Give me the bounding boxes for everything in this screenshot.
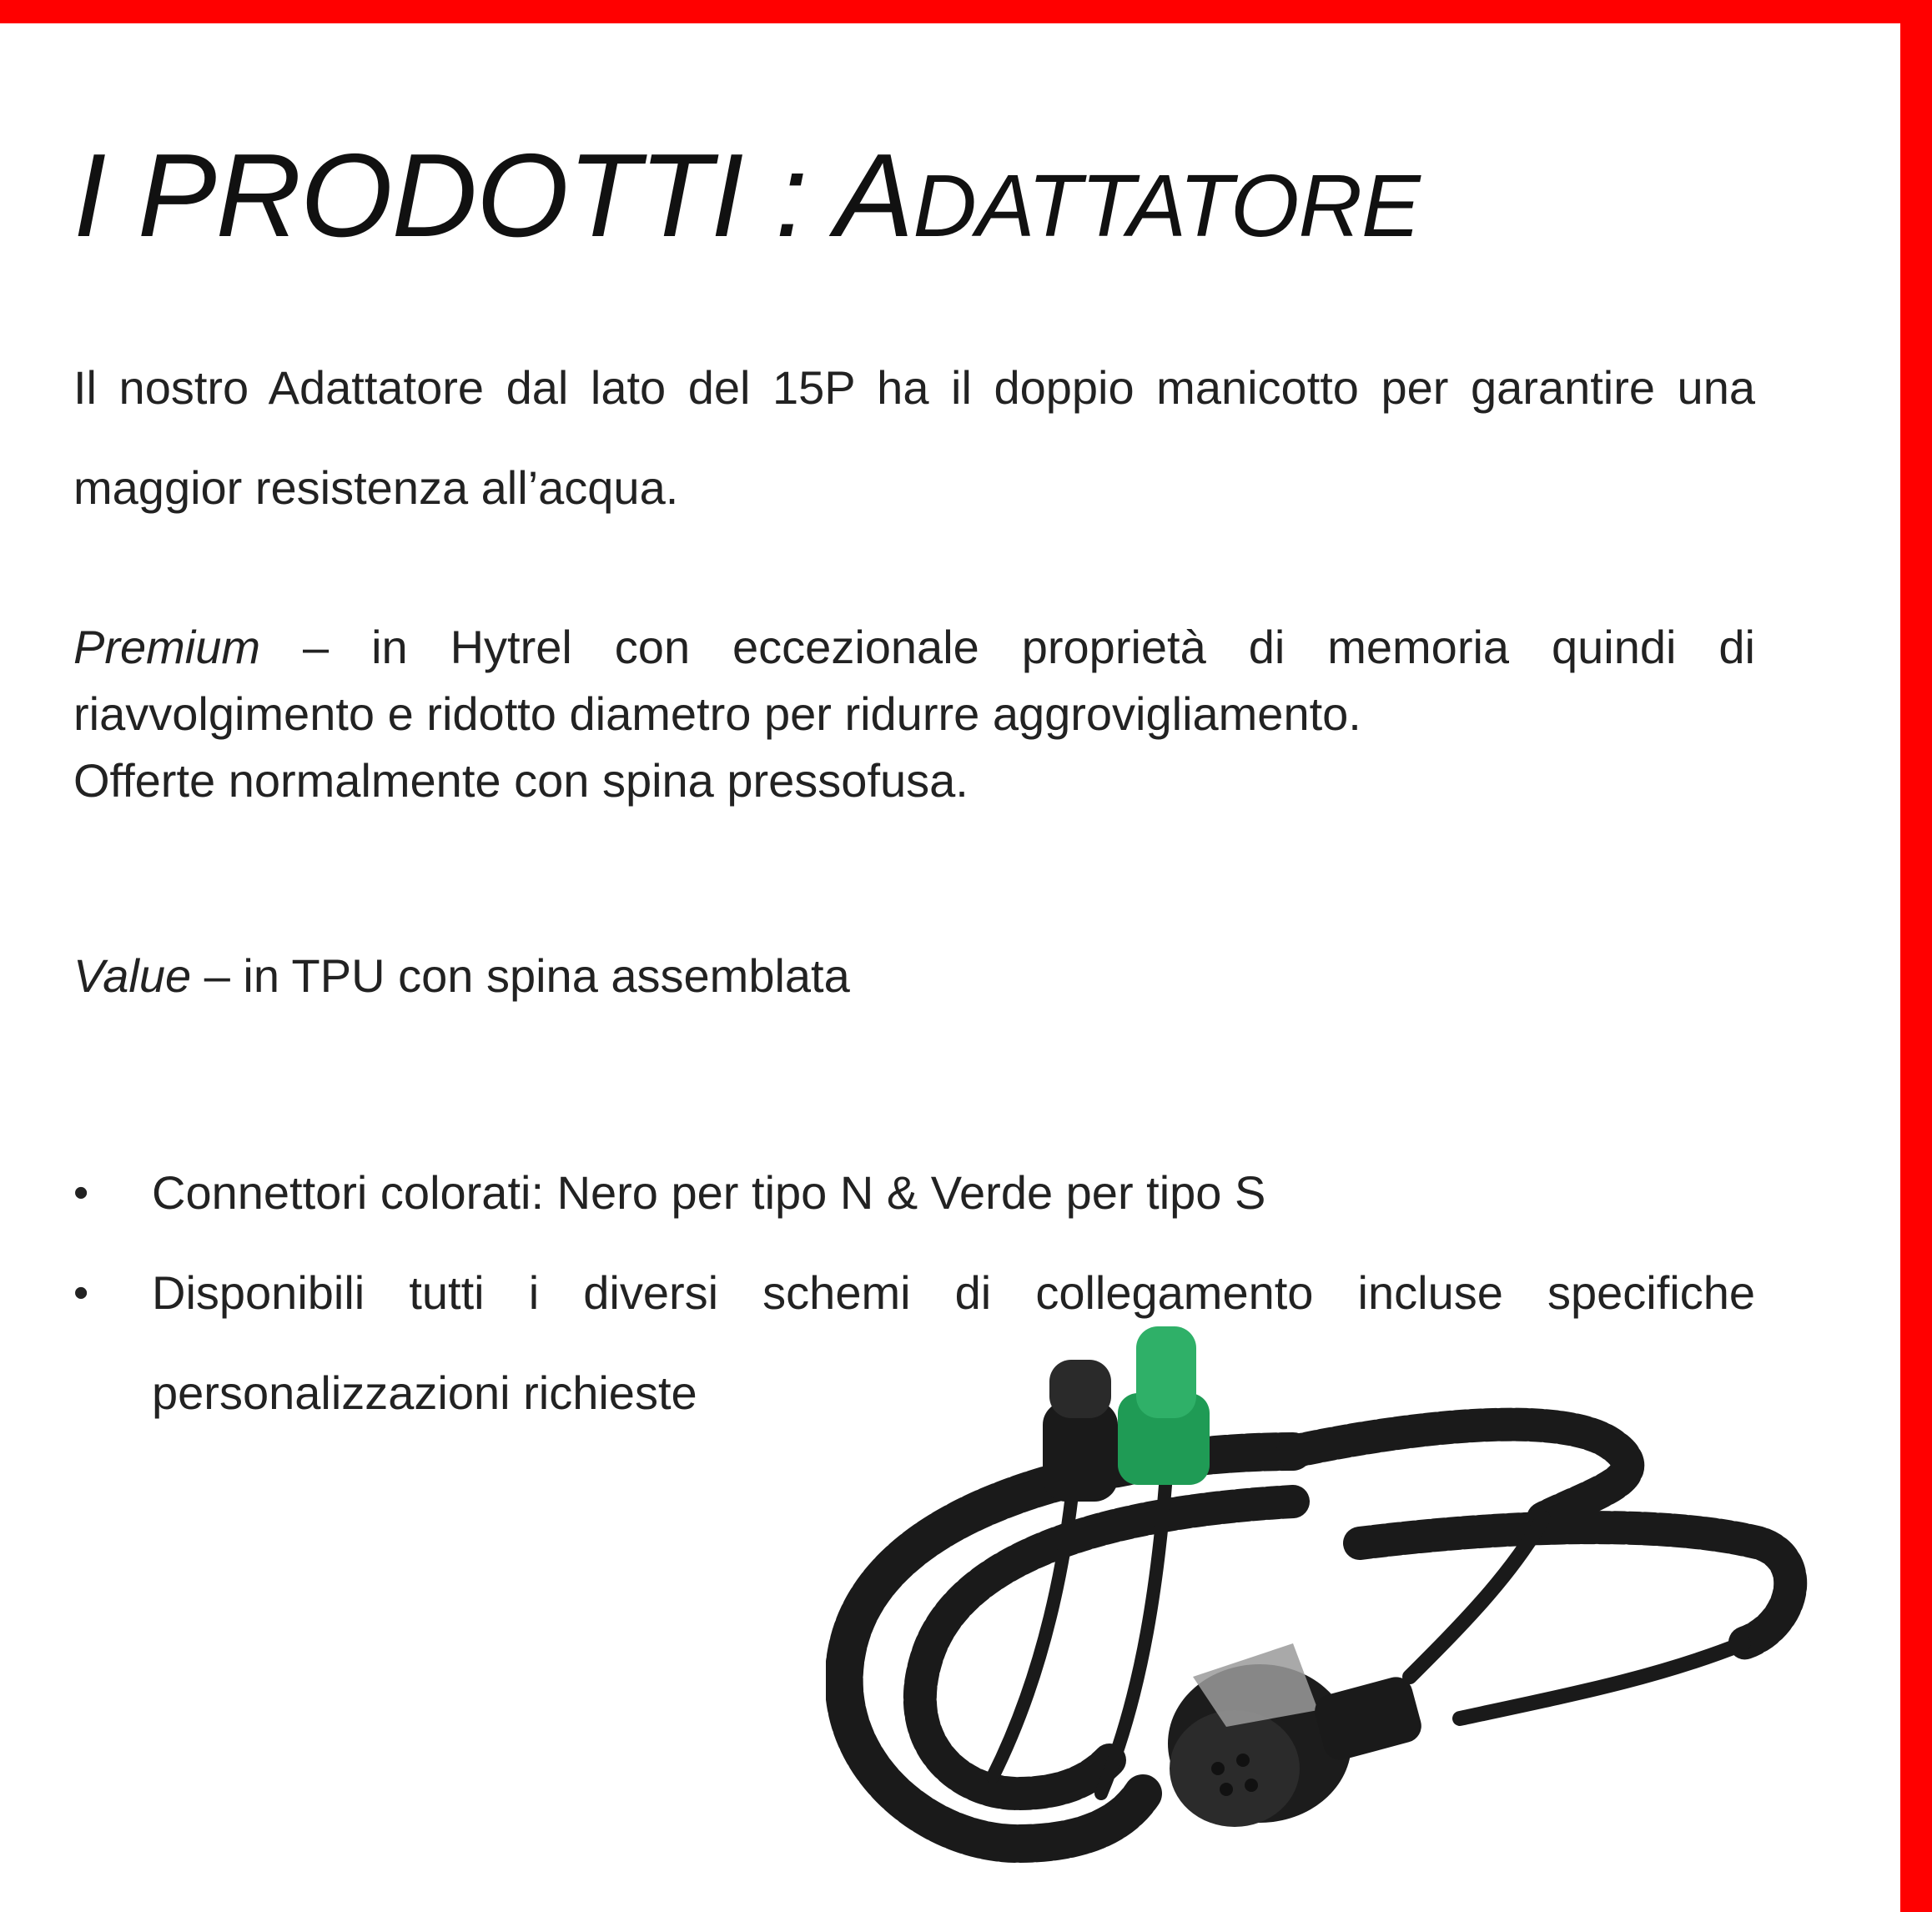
bullet-icon: •: [73, 1269, 89, 1317]
premium-description: [73, 614, 1755, 747]
list-item-text: Disponibili tutti i diversi schemi di collegamento incluse specifiche personalizzazioni richieste: [152, 1266, 1755, 1419]
bullet-icon: •: [73, 1169, 89, 1217]
premium-text: – in Hytrel con eccezionale proprietà di memoria quindi di riavvolgimento e ridotto diametro per ridurre aggrovigliamento.: [73, 621, 1755, 740]
black-connector-icon: [1043, 1360, 1118, 1502]
top-accent-border: [0, 0, 1932, 23]
title-rest: DATTATORE: [913, 157, 1420, 255]
premium-note: Offerte normalmente con spina pressofusa.: [73, 754, 969, 807]
value-label: Value: [73, 949, 192, 1002]
value-paragraph: [73, 943, 1755, 1009]
list-item: [73, 1143, 1755, 1243]
right-accent-border: [1900, 0, 1932, 1912]
value-text: – in TPU con spina assemblata: [191, 949, 850, 1002]
green-connector-icon: [1118, 1326, 1210, 1485]
list-item-text: Connettori colorati: Nero per tipo N & Verde per tipo S: [152, 1166, 1266, 1219]
premium-label: Premium: [73, 621, 261, 673]
title-cap: A: [834, 129, 913, 262]
coiled-cable-adapter-photo: [826, 1326, 1844, 1910]
premium-paragraph: [73, 614, 1755, 814]
socket-15p-icon: [1168, 1643, 1425, 1827]
intro-paragraph: Il nostro Adattatore dal lato del 15P ha il doppio manicotto per garantire una maggior resistenza all’acqua.: [73, 361, 1755, 514]
title-part1: I PRODOTTI :: [73, 129, 835, 262]
slide-title: [73, 125, 1420, 277]
